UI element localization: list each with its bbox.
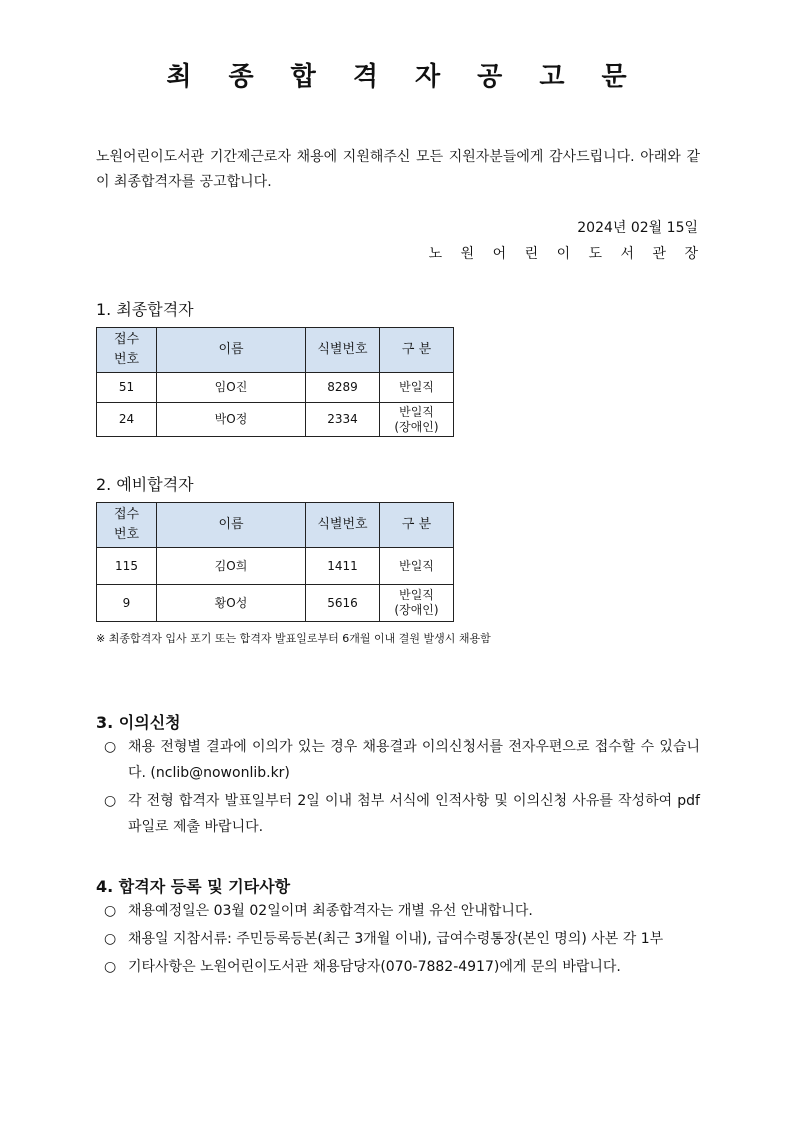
list-item: [104, 898, 700, 924]
circle-bullet-icon: ○: [104, 739, 117, 755]
section-heading-objection: 3. 이의신청: [96, 713, 181, 732]
cell-receipt-number: 24: [97, 403, 157, 437]
list-item-text: 채용 전형별 결과에 이의가 있는 경우 채용결과 이의신청서를 전자우편으로 접수할 수 있습니다. (nclib@nowonlib.kr): [128, 739, 700, 781]
cell-category: [380, 585, 454, 622]
cell-category: 반일직: [380, 548, 454, 585]
header-receipt-number-line1: 접수: [113, 507, 140, 522]
cell-category-line1: 반일직: [399, 588, 434, 602]
circle-bullet-icon: ○: [104, 931, 117, 947]
cell-name: 박O정: [157, 403, 306, 437]
list-item: [104, 788, 700, 840]
list-item-text: 채용예정일은 03월 02일이며 최종합격자는 개별 유선 안내합니다.: [128, 903, 533, 919]
page-title: 최 종 합 격 자 공 고 문: [166, 62, 641, 92]
header-receipt-number-line2: 번호: [113, 527, 140, 542]
header-category: 구 분: [380, 503, 454, 548]
header-receipt-number: [97, 328, 157, 373]
header-receipt-number-line2: 번호: [113, 352, 140, 367]
section-heading-registration: 4. 합격자 등록 및 기타사항: [96, 877, 291, 896]
cell-category: [380, 403, 454, 437]
header-name: 이름: [157, 328, 306, 373]
cell-id-number: 5616: [306, 585, 380, 622]
cell-name: 임O진: [157, 373, 306, 403]
header-category: 구 분: [380, 328, 454, 373]
header-id-number: 식별번호: [306, 328, 380, 373]
cell-receipt-number: 9: [97, 585, 157, 622]
objection-list: [104, 734, 700, 842]
table-row: [97, 403, 454, 437]
cell-id-number: 2334: [306, 403, 380, 437]
cell-name: 황O성: [157, 585, 306, 622]
reserve-passers-table: [96, 502, 454, 622]
list-item: [104, 954, 700, 980]
cell-name: 김O희: [157, 548, 306, 585]
list-item: [104, 734, 700, 786]
table-row: [97, 373, 454, 403]
table-header-row: [97, 328, 454, 373]
section-heading-reserve-passers: 2. 예비합격자: [96, 475, 194, 494]
cell-category: 반일직: [380, 373, 454, 403]
intro-paragraph: 노원어린이도서관 기간제근로자 채용에 지원해주신 모든 지원자분들에게 감사드립니다. 아래와 같이 최종합격자를 공고합니다.: [96, 149, 700, 190]
announcement-date: 2024년 02월 15일: [577, 220, 698, 236]
list-item-text: 채용일 지참서류: 주민등록등본(최근 3개월 이내), 급여수령통장(본인 명의) 사본 각 1부: [128, 931, 664, 947]
list-item-text: 기타사항은 노원어린이도서관 채용담당자(070-7882-4917)에게 문의 바랍니다.: [128, 959, 621, 975]
list-item-text: 각 전형 합격자 발표일부터 2일 이내 첨부 서식에 인적사항 및 이의신청 사유를 작성하여 pdf 파일로 제출 바랍니다.: [128, 793, 700, 835]
registration-list: [104, 898, 700, 982]
cell-category-line2: (장애인): [394, 603, 439, 617]
cell-receipt-number: 115: [97, 548, 157, 585]
cell-category-line1: 반일직: [399, 404, 434, 419]
table-header-row: [97, 503, 454, 548]
section-heading-final-passers: 1. 최종합격자: [96, 300, 194, 319]
header-id-number: 식별번호: [306, 503, 380, 548]
cell-id-number: 1411: [306, 548, 380, 585]
cell-id-number: 8289: [306, 373, 380, 403]
table-row: [97, 548, 454, 585]
cell-category-line2: (장애인): [394, 419, 439, 434]
cell-receipt-number: 51: [97, 373, 157, 403]
final-passers-table: [96, 327, 454, 437]
header-receipt-number-line1: 접수: [113, 332, 140, 347]
circle-bullet-icon: ○: [104, 903, 117, 919]
issuer-signature: 노 원 어 린 이 도 서 관 장: [428, 246, 705, 262]
table-row: [97, 585, 454, 622]
reserve-note: ※ 최종합격자 입사 포기 또는 합격자 발표일로부터 6개월 이내 결원 발생시 채용함: [96, 632, 491, 645]
circle-bullet-icon: ○: [104, 793, 117, 809]
circle-bullet-icon: ○: [104, 959, 117, 975]
header-receipt-number: [97, 503, 157, 548]
header-name: 이름: [157, 503, 306, 548]
list-item: [104, 926, 700, 952]
